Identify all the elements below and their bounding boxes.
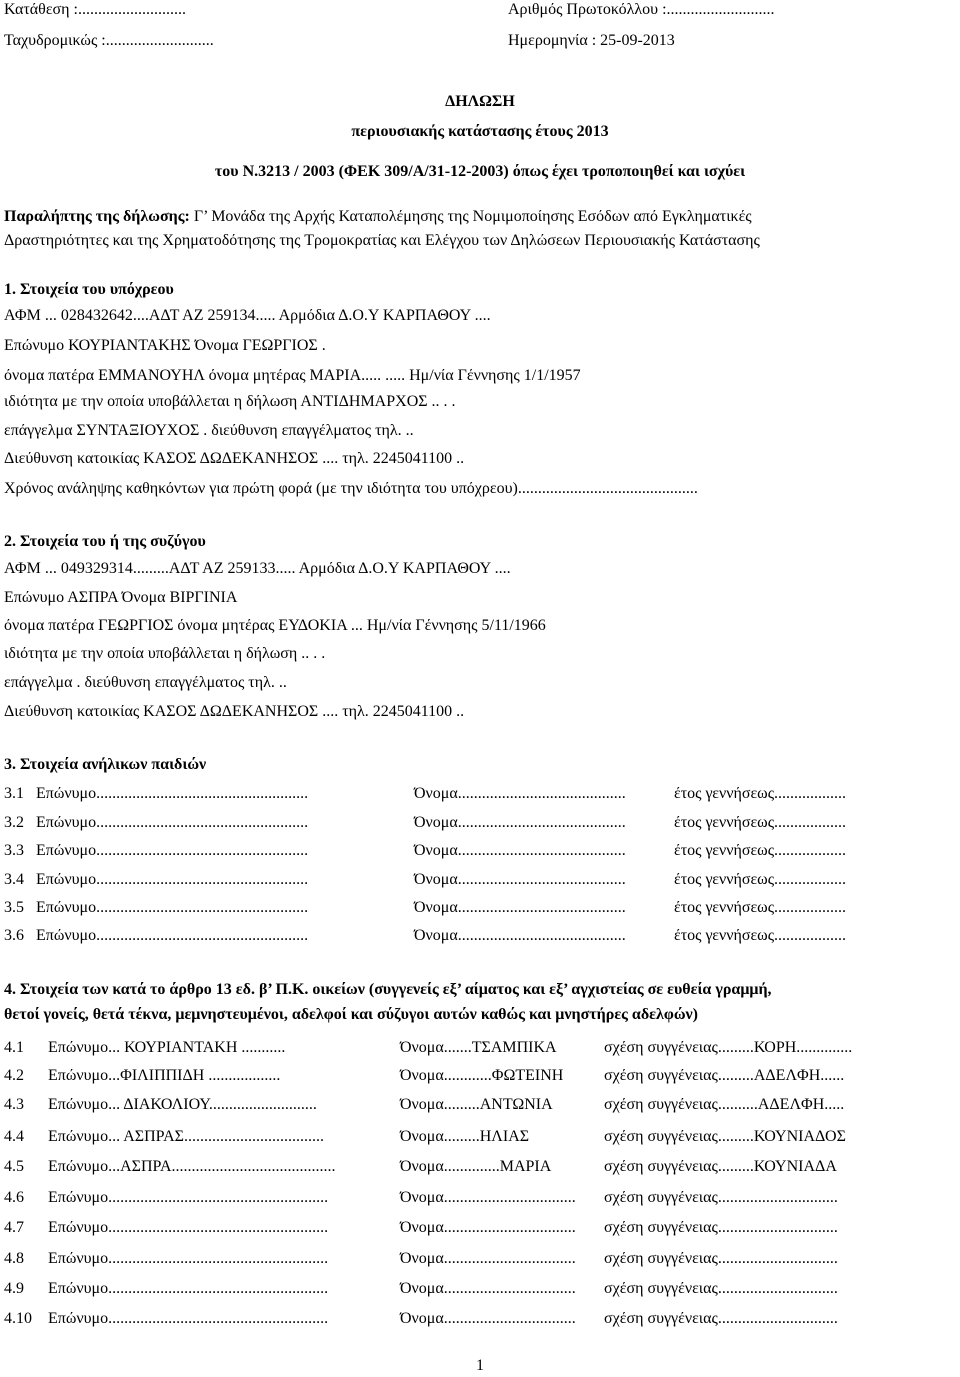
name-label: Όνομα.......................................... [414, 785, 626, 802]
relative-surname: Επώνυμο....................................................... [48, 1250, 329, 1267]
row-number: 4.7 [4, 1219, 24, 1236]
date-field: Ημερομηνία : 25-09-2013 [508, 32, 675, 49]
relative-row [4, 1309, 956, 1329]
relative-name: Όνομα............ΦΩΤΕΙΝΗ [400, 1067, 564, 1084]
relative-surname: Επώνυμο... ΑΣΠΡΑΣ................................... [48, 1128, 324, 1145]
section2-line: επάγγελμα . διεύθυνση επαγγέλματος τηλ. .. [4, 674, 287, 691]
relative-name: Όνομα..............ΜΑΡΙΑ [400, 1158, 552, 1175]
page-number: 1 [476, 1357, 484, 1374]
name-label: Όνομα.......................................... [414, 871, 626, 888]
child-row [4, 784, 956, 804]
section4-heading-cont: θετοί γονείς, θετά τέκνα, μεμνηστευμένοι, αδελφοί και σύζυγοι αυτών καθώς και μνηστήρες αδελφών) [4, 1006, 698, 1023]
relative-surname: Επώνυμο...ΑΣΠΡΑ......................................... [48, 1158, 336, 1175]
document-subtitle: περιουσιακής κατάστασης έτους 2013 [351, 123, 609, 140]
relative-relation: σχέση συγγένειας..........ΑΔΕΛΦΗ..... [604, 1096, 845, 1113]
relative-row [4, 1188, 956, 1208]
section1-line: επάγγελμα ΣΥΝΤΑΞΙΟΥΧΟΣ . διεύθυνση επαγγέλματος τηλ. .. [4, 422, 414, 439]
relative-relation: σχέση συγγένειας.........ΚΟΥΝΙΑΔΑ [604, 1158, 837, 1175]
relative-surname: Επώνυμο....................................................... [48, 1189, 329, 1206]
section1-heading: 1. Στοιχεία του υπόχρεου [4, 281, 174, 298]
name-label: Όνομα.......................................... [414, 842, 626, 859]
relative-relation: σχέση συγγένειας.........ΑΔΕΛΦΗ...... [604, 1067, 845, 1084]
surname-label: Επώνυμο..................................................... [36, 899, 309, 916]
name-label: Όνομα.......................................... [414, 814, 626, 831]
relative-surname: Επώνυμο....................................................... [48, 1219, 329, 1236]
relative-name: Όνομα................................. [400, 1250, 576, 1267]
child-row [4, 870, 956, 890]
row-number: 4.6 [4, 1189, 24, 1206]
row-number: 3.4 [4, 871, 24, 888]
birth-year-label: έτος γεννήσεως.................. [674, 871, 847, 888]
row-number: 4.9 [4, 1280, 24, 1297]
birth-year-label: έτος γεννήσεως.................. [674, 899, 847, 916]
relative-name: Όνομα................................. [400, 1280, 576, 1297]
birth-year-label: έτος γεννήσεως.................. [674, 927, 847, 944]
row-number: 3.3 [4, 842, 24, 859]
relative-surname: Επώνυμο... ΚΟΥΡΙΑΝΤΑΚΗ ........... [48, 1039, 286, 1056]
section2-line: όνομα πατέρα ΓΕΩΡΓΙΟΣ όνομα μητέρας ΕΥΔΟΚΙΑ ... Ημ/νία Γέννησης 5/11/1966 [4, 617, 546, 634]
relative-name: Όνομα.......ΤΣΑΜΠΙΚΑ [400, 1039, 557, 1056]
row-number: 4.5 [4, 1158, 24, 1175]
surname-label: Επώνυμο..................................................... [36, 871, 309, 888]
recipient-text-1: Γ’ Μονάδα της Αρχής Καταπολέμησης της Νομιμοποίησης Εσόδων από Εγκληματικές [189, 208, 752, 225]
name-label: Όνομα.......................................... [414, 899, 626, 916]
row-number: 4.4 [4, 1128, 24, 1145]
relative-surname: Επώνυμο....................................................... [48, 1280, 329, 1297]
row-number: 4.1 [4, 1039, 24, 1056]
section1-line: ιδιότητα με την οποία υποβάλλεται η δήλωση ΑΝΤΙΔΗΜΑΡΧΟΣ .. . . [4, 393, 456, 410]
relative-relation: σχέση συγγένειας.........ΚΟΡΗ.............. [604, 1039, 853, 1056]
section2-line: ΑΦΜ ... 049329314.........ΑΔΤ ΑΖ 259133..... Αρμόδια Δ.Ο.Υ ΚΑΡΠΑΘΟΥ .... [4, 560, 511, 577]
name-label: Όνομα.......................................... [414, 927, 626, 944]
relative-row [4, 1095, 956, 1115]
relative-relation: σχέση συγγένειας.............................. [604, 1310, 838, 1327]
birth-year-label: έτος γεννήσεως.................. [674, 785, 847, 802]
relative-relation: σχέση συγγένειας.............................. [604, 1219, 838, 1236]
recipient-label: Παραλήπτης της δήλωσης: [4, 208, 190, 225]
relative-name: Όνομα................................. [400, 1219, 576, 1236]
birth-year-label: έτος γεννήσεως.................. [674, 842, 847, 859]
relative-relation: σχέση συγγένειας.............................. [604, 1280, 838, 1297]
section2-heading: 2. Στοιχεία του ή της συζύγου [4, 533, 206, 550]
deposit-field: Κατάθεση :........................... [4, 1, 186, 18]
section2-line: ιδιότητα με την οποία υποβάλλεται η δήλωση .. . . [4, 645, 326, 662]
relative-name: Όνομα................................. [400, 1310, 576, 1327]
row-number: 4.10 [4, 1310, 32, 1327]
relative-row [4, 1038, 956, 1058]
relative-surname: Επώνυμο...ΦΙΛΙΠΠΙΔΗ .................. [48, 1067, 281, 1084]
relative-name: Όνομα.........ΑΝΤΩΝΙΑ [400, 1096, 553, 1113]
section2-line: Διεύθυνση κατοικίας ΚΑΣΟΣ ΔΩΔΕΚΑΝΗΣΟΣ .... τηλ. 2245041100 .. [4, 703, 465, 720]
recipient-text-2: Δραστηριότητες και της Χρηματοδότησης της Τρομοκρατίας και Ελέγχου των Δηλώσεων Περιουσιακής Κατάστασης [4, 232, 760, 249]
row-number: 3.1 [4, 785, 24, 802]
section4-heading: 4. Στοιχεία των κατά το άρθρο 13 εδ. β’ Π.Κ. οικείων (συγγενείς εξ’ αίματος και εξ’ αγχιστείας σε ευθεία γραμμή, [4, 981, 772, 998]
protocol-number-field: Αριθμός Πρωτοκόλλου :........................... [508, 1, 775, 18]
relative-row [4, 1279, 956, 1299]
relative-relation: σχέση συγγένειας.............................. [604, 1250, 838, 1267]
document-title: ΔΗΛΩΣΗ [445, 93, 515, 110]
section1-line: ΑΦΜ ... 028432642....ΑΔΤ ΑΖ 259134..... Αρμόδια Δ.Ο.Υ ΚΑΡΠΑΘΟΥ .... [4, 307, 491, 324]
recipient-line-1 [4, 207, 752, 227]
section1-line: Επώνυμο ΚΟΥΡΙΑΝΤΑΚΗΣ Όνομα ΓΕΩΡΓΙΟΣ . [4, 337, 326, 354]
child-row [4, 841, 956, 861]
surname-label: Επώνυμο..................................................... [36, 814, 309, 831]
relative-surname: Επώνυμο... ΔΙΑΚΟΛΙΟΥ........................... [48, 1096, 317, 1113]
row-number: 3.2 [4, 814, 24, 831]
section2-line: Επώνυμο ΑΣΠΡΑ Όνομα ΒΙΡΓΙΝΙΑ [4, 589, 238, 606]
relative-surname: Επώνυμο....................................................... [48, 1310, 329, 1327]
relative-relation: σχέση συγγένειας.............................. [604, 1189, 838, 1206]
child-row [4, 813, 956, 833]
row-number: 4.3 [4, 1096, 24, 1113]
row-number: 3.5 [4, 899, 24, 916]
section1-line: όνομα πατέρα ΕΜΜΑΝΟΥΗΛ όνομα μητέρας ΜΑΡΙΑ..... ..... Ημ/νία Γέννησης 1/1/1957 [4, 367, 581, 384]
surname-label: Επώνυμο..................................................... [36, 842, 309, 859]
postal-field: Ταχυδρομικώς :........................... [4, 32, 214, 49]
relative-name: Όνομα.........ΗΛΙΑΣ [400, 1128, 530, 1145]
relative-row [4, 1218, 956, 1238]
relative-name: Όνομα................................. [400, 1189, 576, 1206]
section3-heading: 3. Στοιχεία ανήλικων παιδιών [4, 756, 207, 773]
row-number: 4.8 [4, 1250, 24, 1267]
surname-label: Επώνυμο..................................................... [36, 927, 309, 944]
birth-year-label: έτος γεννήσεως.................. [674, 814, 847, 831]
row-number: 3.6 [4, 927, 24, 944]
relative-row [4, 1249, 956, 1269]
relative-row [4, 1127, 956, 1147]
relative-row [4, 1157, 956, 1177]
section1-line: Χρόνος ανάληψης καθηκόντων για πρώτη φορά (με την ιδιότητα του υπόχρεου)............................................. [4, 480, 698, 497]
relative-relation: σχέση συγγένειας.........ΚΟΥΝΙΑΔΟΣ [604, 1128, 846, 1145]
surname-label: Επώνυμο..................................................... [36, 785, 309, 802]
child-row [4, 898, 956, 918]
section1-line: Διεύθυνση κατοικίας ΚΑΣΟΣ ΔΩΔΕΚΑΝΗΣΟΣ .... τηλ. 2245041100 .. [4, 450, 465, 467]
law-reference: του Ν.3213 / 2003 (ΦΕΚ 309/Α/31-12-2003) όπως έχει τροποποιηθεί και ισχύει [214, 163, 746, 180]
relative-row [4, 1066, 956, 1086]
child-row [4, 926, 956, 946]
row-number: 4.2 [4, 1067, 24, 1084]
